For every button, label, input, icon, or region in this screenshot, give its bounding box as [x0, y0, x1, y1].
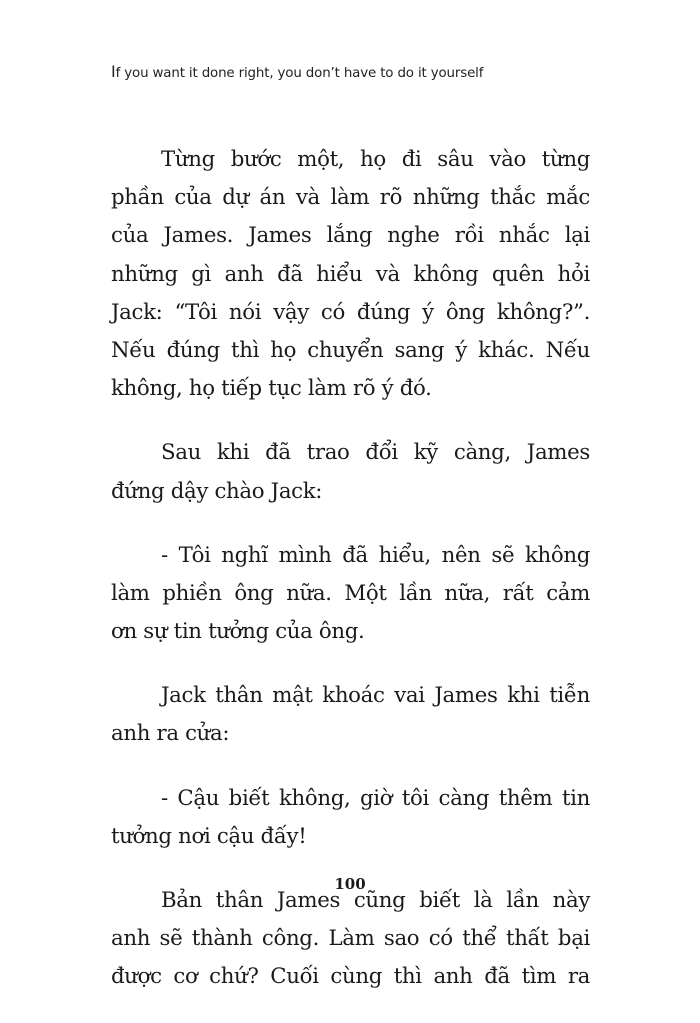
- text-line: làm phiền ông nữa. Một lần nữa, rất cảm: [111, 580, 590, 606]
- text-line: - Cậu biết không, giờ tôi càng thêm tin: [161, 785, 590, 811]
- running-header: [111, 62, 483, 81]
- paragraph-5-dialogue: [111, 780, 590, 856]
- text-line: anh sẽ thành công. Làm sao có thể thất bại: [111, 926, 590, 952]
- text-line: Jack: “Tôi nói vậy có đúng ý ông không?”.: [111, 299, 590, 325]
- text-line: anh ra cửa:: [111, 721, 230, 747]
- page-number: 100: [334, 875, 366, 893]
- text-line: phần của dự án và làm rõ những thắc mắc: [111, 185, 590, 211]
- text-line: không, họ tiếp tục làm rõ ý đó.: [111, 376, 432, 402]
- paragraph-4: [111, 677, 590, 753]
- text-line: - Tôi nghĩ mình đã hiểu, nên sẽ không: [161, 542, 590, 568]
- paragraph-6: [111, 882, 590, 997]
- paragraph-3-dialogue: [111, 537, 590, 652]
- paragraph-2: [111, 434, 590, 510]
- text-line: Sau khi đã trao đổi kỹ càng, James: [161, 440, 590, 466]
- running-header-initial: I: [111, 62, 116, 81]
- text-line: Bản thân James cũng biết là lần này: [161, 888, 590, 913]
- text-line: đứng dậy chào Jack:: [111, 478, 323, 504]
- text-line: tưởng nơi cậu đấy!: [111, 823, 307, 849]
- paragraph-1: [111, 141, 590, 408]
- text-line: Từng bước một, họ đi sâu vào từng: [161, 147, 590, 172]
- text-line: được cơ chứ? Cuối cùng thì anh đã tìm ra: [111, 964, 590, 990]
- text-line: ơn sự tin tưởng của ông.: [111, 619, 365, 645]
- running-header-text: f you want it done right, you don’t have to do it yourself: [115, 66, 484, 81]
- text-line: Nếu đúng thì họ chuyển sang ý khác. Nếu: [111, 337, 590, 363]
- text-line: những gì anh đã hiểu và không quên hỏi: [111, 261, 590, 287]
- text-line: của James. James lắng nghe rồi nhắc lại: [111, 223, 590, 249]
- text-line: Jack thân mật khoác vai James khi tiễn: [161, 683, 590, 709]
